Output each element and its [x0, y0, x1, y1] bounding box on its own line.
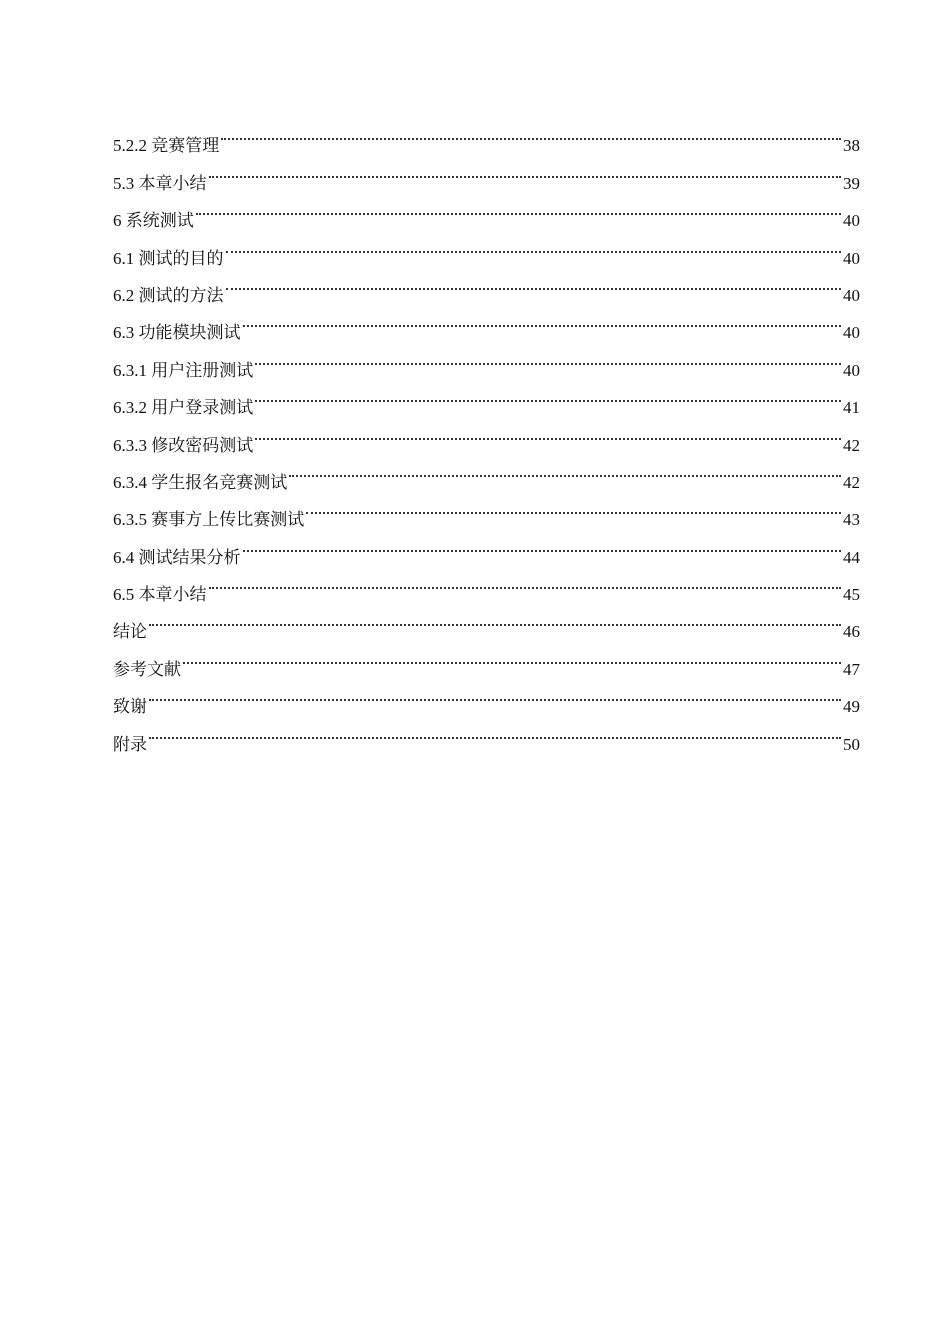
toc-dot-leader [243, 525, 842, 562]
toc-dot-leader [226, 264, 842, 301]
toc-entry-5-2-2[interactable] [113, 114, 860, 156]
toc-entry-label: 6.2 测试的方法 [113, 285, 224, 305]
toc-dot-leader [255, 413, 841, 450]
toc-entry-page: 41 [843, 398, 860, 418]
toc-dot-leader [226, 226, 842, 263]
toc-dot-leader [149, 712, 841, 749]
toc-entry-label: 5.3 本章小结 [113, 173, 207, 193]
toc-entry-6-2[interactable] [113, 264, 860, 305]
toc-entry-label: 6.3.2 用户登录测试 [113, 398, 254, 418]
toc-entry-page: 40 [843, 211, 860, 231]
toc-entry-label: 6.1 测试的目的 [113, 248, 224, 268]
toc-entry-acknowledgements[interactable] [113, 675, 860, 717]
toc-entry-label: 5.2.2 竞赛管理 [113, 136, 220, 156]
toc-dot-leader [306, 488, 841, 525]
toc-entry-label: 6 系统测试 [113, 211, 194, 231]
toc-entry-label: 6.3.5 赛事方上传比赛测试 [113, 510, 305, 530]
toc-entry-page: 39 [843, 173, 860, 193]
toc-dot-leader [149, 675, 841, 712]
toc-entry-label: 6.4 测试结果分析 [113, 547, 241, 567]
toc-entry-5-3[interactable] [113, 151, 860, 193]
toc-entry-page: 43 [843, 510, 860, 530]
toc-entry-label: 致谢 [113, 697, 147, 717]
table-of-contents [113, 114, 860, 754]
toc-entry-page: 38 [843, 136, 860, 156]
toc-dot-leader [149, 600, 841, 637]
toc-entry-page: 45 [843, 585, 860, 605]
toc-entry-page: 40 [843, 248, 860, 268]
toc-entry-conclusion[interactable] [113, 600, 860, 642]
toc-entry-appendix[interactable] [113, 712, 860, 754]
toc-dot-leader [289, 451, 841, 488]
toc-entry-page: 44 [843, 547, 860, 567]
toc-dot-leader [255, 338, 841, 375]
toc-dot-leader [183, 637, 841, 674]
toc-dot-leader [255, 376, 841, 413]
toc-dot-leader [243, 301, 842, 338]
toc-entry-label: 参考文献 [113, 659, 181, 679]
toc-dot-leader [221, 114, 841, 151]
toc-entry-label: 6.3 功能模块测试 [113, 323, 241, 343]
toc-entry-page: 46 [843, 622, 860, 642]
toc-entry-6-3[interactable] [113, 301, 860, 343]
toc-entry-page: 47 [843, 659, 860, 679]
toc-entry-page: 50 [843, 734, 860, 754]
toc-dot-leader [209, 563, 842, 600]
toc-entry-label: 附录 [113, 734, 147, 754]
toc-entry-6-1[interactable] [113, 226, 860, 268]
toc-entry-page: 42 [843, 435, 860, 455]
toc-entry-label: 6.5 本章小结 [113, 585, 207, 605]
toc-entry-page: 49 [843, 697, 860, 717]
toc-entry-page: 40 [843, 285, 860, 305]
toc-entry-label: 6.3.1 用户注册测试 [113, 360, 254, 380]
toc-entry-label: 6.3.3 修改密码测试 [113, 435, 254, 455]
toc-entry-label: 6.3.4 学生报名竞赛测试 [113, 472, 288, 492]
toc-dot-leader [196, 189, 841, 226]
toc-entry-6[interactable] [113, 189, 860, 231]
toc-entry-label: 结论 [113, 622, 147, 642]
toc-entry-6-5[interactable] [113, 563, 860, 605]
toc-entry-page: 42 [843, 472, 860, 492]
toc-entry-page: 40 [843, 323, 860, 343]
toc-dot-leader [209, 151, 842, 188]
toc-entry-references[interactable] [113, 637, 860, 679]
toc-entry-page: 40 [843, 360, 860, 380]
